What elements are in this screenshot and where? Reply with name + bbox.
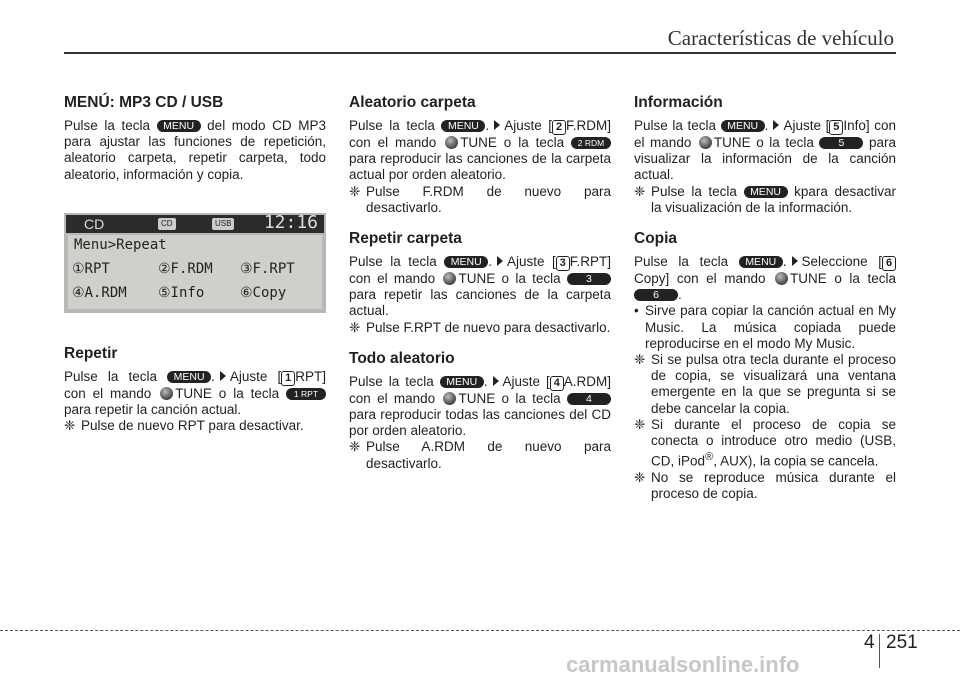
number-4-icon: 4	[550, 376, 564, 391]
text: TUNE o la tecla	[460, 135, 565, 150]
display-menu-item: ①RPT	[72, 260, 110, 277]
text: Pulse la tecla	[349, 118, 435, 133]
note-mark: ❈	[634, 352, 646, 368]
text: , AUX), la copia se cancela.	[713, 453, 879, 469]
arrow-right-icon	[792, 256, 798, 266]
display-menu-item: ③F.RPT	[240, 260, 295, 277]
display-status-bar	[66, 211, 324, 233]
text: Ajuste [	[502, 373, 550, 389]
note	[64, 418, 326, 434]
column-1	[64, 94, 326, 434]
section-repetir	[64, 345, 326, 435]
section-aleatorio-carpeta	[349, 94, 611, 216]
note-mark: ❈	[349, 439, 361, 455]
text: TUNE o la tecla	[790, 271, 896, 287]
text: Ajuste [	[506, 254, 556, 270]
text: Pulse la tecla	[64, 368, 157, 384]
tune-knob-icon	[775, 272, 788, 285]
page-number: 251	[886, 632, 918, 653]
text: kpara desactivar la visualización de la información.	[651, 183, 896, 215]
menu-key-icon: MENU	[444, 256, 488, 268]
column-2	[349, 94, 611, 472]
number-5-icon: 5	[829, 120, 843, 135]
text: Info] con el mando	[634, 118, 896, 150]
section-title: Repetir	[64, 344, 118, 362]
tune-knob-icon	[443, 392, 456, 405]
paragraph	[634, 254, 896, 303]
text: Pulse la tecla	[634, 118, 717, 133]
text: para reproducir todas las canciones del CD por orden aleatorio.	[349, 407, 611, 439]
text: Sirve para copiar la canción actual en My Music. La música copiada puede reproducirse en el modo My Music.	[645, 303, 896, 351]
display-menu-item: ②F.RDM	[158, 260, 213, 277]
paragraph	[64, 369, 326, 418]
arrow-right-icon	[494, 120, 500, 130]
text: Ajuste [	[229, 368, 282, 384]
section-copia	[634, 230, 896, 502]
section-title: Aleatorio carpeta	[349, 94, 476, 111]
paragraph	[634, 118, 896, 184]
display-menu-item: ④A.RDM	[72, 284, 127, 301]
number-6-icon: 6	[882, 256, 896, 271]
menu-key-icon: MENU	[441, 120, 485, 132]
registered-mark: ®	[705, 451, 714, 464]
paragraph	[64, 118, 326, 183]
note	[634, 470, 896, 502]
note-mark: ❈	[349, 183, 361, 199]
paragraph	[349, 254, 611, 320]
display-menu-title: Menu>Repeat	[74, 236, 167, 253]
section-title: Información	[634, 94, 723, 111]
paragraph	[349, 118, 611, 184]
preset-6-key-icon: 6	[634, 289, 678, 301]
header-rule	[64, 52, 896, 54]
section-title: Todo aleatorio	[349, 349, 455, 367]
text: Ajuste [	[504, 118, 552, 133]
text: .	[485, 118, 490, 133]
note	[349, 184, 611, 216]
menu-key-icon: MENU	[440, 376, 484, 388]
menu-key-icon: MENU	[744, 186, 788, 198]
section-repetir-carpeta	[349, 230, 611, 336]
text: Si durante el proceso de copia se conecta o introduce otro medio (USB, CD, iPod	[651, 416, 896, 469]
preset-3-key-icon: 3	[567, 273, 611, 285]
display-clock: 12:16	[263, 211, 318, 233]
page-number-divider	[879, 634, 880, 668]
text: A.RDM] con el mando	[349, 373, 611, 406]
note	[634, 352, 896, 417]
bullet-item	[634, 303, 896, 352]
text: TUNE o la tecla	[713, 135, 814, 150]
note	[634, 184, 896, 216]
radio-display-image	[64, 213, 326, 313]
text: TUNE o la tecla	[175, 385, 280, 401]
menu-key-icon: MENU	[739, 256, 783, 268]
section-title: MENÚ: MP3 CD / USB	[64, 94, 224, 111]
display-menu-item: ⑥Copy	[240, 284, 287, 301]
text: Pulse la tecla	[349, 254, 437, 270]
note-mark: ❈	[634, 183, 646, 199]
paragraph	[349, 374, 611, 440]
number-1-icon: 1	[281, 371, 295, 386]
footer-rule	[0, 630, 960, 631]
text: Pulse la tecla	[349, 373, 434, 389]
text: .	[782, 254, 787, 270]
note	[349, 439, 611, 471]
tune-knob-icon	[443, 272, 456, 285]
tune-knob-icon	[699, 136, 712, 149]
text: .	[678, 287, 682, 303]
text: .	[211, 368, 215, 384]
text: F.RDM] con el mando	[349, 118, 611, 150]
section-number: 4	[864, 632, 875, 653]
note-mark: ❈	[634, 469, 646, 485]
number-2-icon: 2	[552, 120, 566, 135]
text: TUNE o la tecla	[458, 271, 561, 287]
display-source: CD	[84, 215, 105, 232]
arrow-right-icon	[220, 371, 226, 381]
text: Pulse A.RDM de nuevo para desactivarlo.	[366, 439, 611, 471]
text: para repetir las canciones de la carpeta actual.	[349, 287, 611, 319]
number-3-icon: 3	[556, 256, 570, 271]
text: para repetir la canción actual.	[64, 402, 242, 418]
text: .	[483, 373, 488, 389]
text: TUNE o la tecla	[458, 390, 561, 406]
note-mark: ❈	[64, 418, 76, 434]
text: para reproducir las canciones de la carpeta actual por orden aleatorio.	[349, 151, 611, 183]
text: Pulse de nuevo RPT para desactivar.	[81, 418, 304, 434]
rdm-key-icon: 2 RDM	[571, 137, 611, 149]
text: .	[488, 254, 492, 270]
text: Pulse F.RPT de nuevo para desactivarlo.	[366, 319, 611, 335]
menu-key-icon: MENU	[721, 120, 765, 132]
tune-knob-icon	[160, 387, 173, 400]
note	[634, 417, 896, 470]
menu-key-icon: MENU	[167, 371, 211, 383]
section-mp3-menu	[64, 94, 326, 183]
text: Copy] con el mando	[634, 271, 766, 287]
arrow-right-icon	[497, 256, 503, 266]
display-menu	[68, 235, 322, 309]
text: del modo CD MP3 para ajustar las funciones de repetición, aleatorio carpeta, repetir carpeta, todo aleatorio, información y copia.	[64, 118, 326, 182]
preset-5-key-icon: 5	[819, 137, 863, 149]
text: Pulse la tecla	[64, 118, 150, 133]
text: .	[764, 118, 769, 133]
text: RPT] con el mando	[64, 368, 326, 401]
bullet-mark: •	[634, 303, 639, 319]
tune-knob-icon	[445, 136, 458, 149]
section-title: Repetir carpeta	[349, 230, 462, 248]
section-todo-aleatorio	[349, 350, 611, 472]
display-menu-item: ⑤Info	[158, 284, 205, 301]
text: F.RPT] con el mando	[349, 254, 611, 287]
text: Pulse F.RDM de nuevo para desactivarlo.	[366, 183, 611, 215]
text: Pulse la tecla	[634, 254, 729, 270]
text: Pulse la tecla	[651, 183, 737, 199]
watermark: carmanualsonline.info	[566, 652, 800, 677]
preset-4-key-icon: 4	[567, 393, 611, 405]
arrow-right-icon	[773, 120, 779, 130]
note	[349, 320, 611, 336]
note-mark: ❈	[349, 319, 361, 335]
text: No se reproduce música durante el proceso de copia.	[651, 469, 896, 502]
rpt-key-icon: 1 RPT	[286, 388, 326, 400]
running-header: Características de vehículo	[667, 26, 894, 50]
arrow-right-icon	[493, 376, 499, 386]
text: para visualizar la información de la canción actual.	[634, 135, 896, 183]
section-title: Copia	[634, 230, 678, 248]
cd-tag: CD	[158, 218, 176, 230]
column-3	[634, 94, 896, 502]
section-informacion	[634, 94, 896, 216]
text: Ajuste [	[783, 118, 830, 133]
text: Si se pulsa otra tecla durante el proceso de copia, se visualizará una ventana emergente en la que se pregunta si se debe cancelar la copia.	[651, 352, 896, 416]
note-mark: ❈	[634, 416, 646, 432]
text: Seleccione [	[801, 254, 882, 270]
menu-key-icon: MENU	[157, 120, 201, 132]
usb-tag: USB	[212, 218, 234, 230]
